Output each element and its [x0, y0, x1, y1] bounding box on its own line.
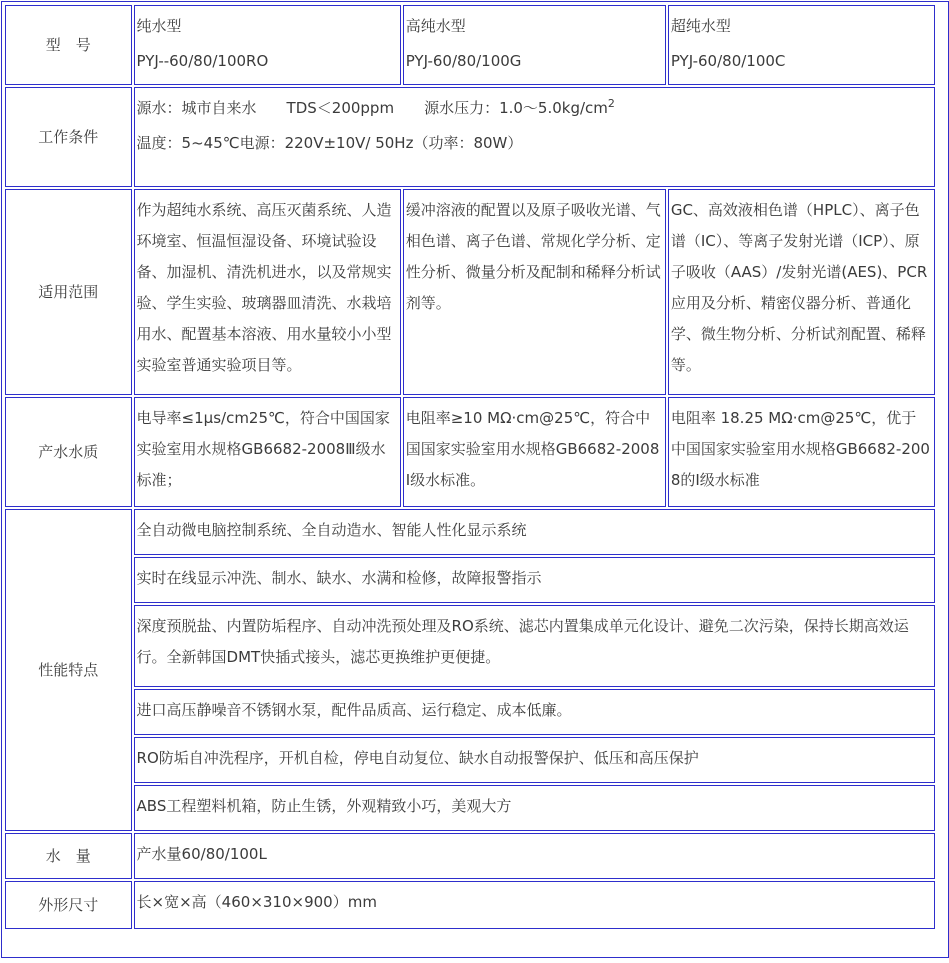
- row-model: [5, 5, 935, 85]
- water-type-high-pure: 高纯水型: [405, 17, 466, 35]
- cell-quality-ultra-pure: [668, 397, 935, 507]
- working-conditions-line2: 温度：5~45℃电源：220V±10V/ 50Hz（功率：80W）: [136, 134, 523, 152]
- feature-4-text: 进口高压静噪音不锈钢水泵，配件品质高、运行稳定、成本低廉。: [136, 701, 572, 719]
- row-label-dimensions: [5, 881, 132, 929]
- row-feature-4: [5, 689, 935, 735]
- model-no-ultra-pure: PYJ-60/80/100C: [670, 52, 786, 70]
- cell-quality-pure: [134, 397, 401, 507]
- row-water-volume: [5, 833, 935, 879]
- cell-model-ultra-pure: [668, 5, 935, 85]
- cell-model-pure: [134, 5, 401, 85]
- row-label-features: [5, 509, 132, 831]
- application-ultra-pure-text: GC、高效液相色谱（HPLC）、离子色谱（IC）、等离子发射光谱（ICP）、原子吸收（AAS）/发射光谱(AES)、PCR应用及分析、精密仪器分析、普通化学、微生物分析、分析试剂配置、稀释等。: [670, 201, 928, 374]
- cell-application-pure: [134, 189, 401, 395]
- row-label-application-range: [5, 189, 132, 395]
- cell-feature-1: [134, 509, 935, 555]
- product-spec-table: [3, 3, 937, 931]
- row-label-application-range-text: 适用范围: [38, 283, 99, 301]
- feature-5-text: RO防垢自冲洗程序，开机自检，停电自动复位、缺水自动报警保护、低压和高压保护: [136, 749, 699, 767]
- cell-feature-5: [134, 737, 935, 783]
- cell-water-volume: [134, 833, 935, 879]
- cell-model-high-pure: [403, 5, 666, 85]
- row-label-model: [5, 5, 132, 85]
- feature-3-text: 深度预脱盐、内置防垢程序、自动冲洗预处理及RO系统、滤芯内置集成单元化设计、避免二次污染，保持长期高效运行。全新韩国DMT快插式接头，滤芯更换维护更便捷。: [136, 617, 909, 666]
- model-no-high-pure: PYJ-60/80/100G: [405, 52, 522, 70]
- feature-1-text: 全自动微电脑控制系统、全自动造水、智能人性化显示系统: [136, 521, 527, 539]
- cell-quality-high-pure: [403, 397, 666, 507]
- quality-high-pure-text: 电阻率≥10 MΩ·cm@25℃，符合中国国家实验室用水规格GB6682-2008Ⅰ级水标准。: [405, 409, 660, 489]
- cell-application-high-pure: [403, 189, 666, 395]
- water-volume-text: 产水量60/80/100L: [136, 845, 267, 863]
- application-pure-text: 作为超纯水系统、高压灭菌系统、人造环境室、恒温恒湿设备、环境试验设备、加湿机、清洗机进水，以及常规实验、学生实验、玻璃器皿清洗、水栽培用水、配置基本溶液、用水量较小小型实验室普通实验项目等。: [136, 201, 392, 374]
- row-feature-1: [5, 509, 935, 555]
- water-type-pure: 纯水型: [136, 17, 182, 35]
- working-conditions-line1-superscript: 2: [607, 97, 615, 110]
- cell-feature-2: [134, 557, 935, 603]
- cell-feature-4: [134, 689, 935, 735]
- cell-application-ultra-pure: [668, 189, 935, 395]
- working-conditions-line1: [137, 93, 931, 124]
- dimensions-text: 长×宽×高（460×310×900）mm: [136, 893, 377, 911]
- application-high-pure-text: 缓冲溶液的配置以及原子吸收光谱、气相色谱、离子色谱、常规化学分析、定性分析、微量分析及配制和稀释分析试剂等。: [405, 201, 661, 312]
- row-label-water-volume-text: 水 量: [45, 847, 91, 865]
- row-feature-5: [5, 737, 935, 783]
- cell-working-conditions: [134, 87, 935, 187]
- row-application-range: [5, 189, 935, 395]
- quality-pure-text: 电导率≤1μs/cm25℃，符合中国国家实验室用水规格GB6682-2008Ⅲ级水标准；: [136, 409, 390, 489]
- row-water-quality: [5, 397, 935, 507]
- cell-dimensions: [134, 881, 935, 929]
- water-type-ultra-pure: 超纯水型: [670, 17, 731, 35]
- model-no-pure: PYJ--60/80/100RO: [136, 52, 269, 70]
- feature-2-text: 实时在线显示冲洗、制水、缺水、水满和检修，故障报警指示: [136, 569, 542, 587]
- row-feature-6: [5, 785, 935, 831]
- row-label-model-text: 型 号: [45, 36, 91, 54]
- product-spec-table-container: [1, 1, 949, 958]
- row-feature-2: [5, 557, 935, 603]
- quality-ultra-pure-text: 电阻率 18.25 MΩ·cm@25℃，优于中国国家实验室用水规格GB6682-2008的Ⅰ级水标准: [670, 409, 930, 489]
- row-feature-3: [5, 605, 935, 687]
- row-label-dimensions-text: 外形尺寸: [38, 896, 99, 914]
- working-conditions-line1-main: 源水：城市自来水 TDS＜200ppm 源水压力：1.0～5.0kg/cm: [136, 99, 608, 117]
- cell-feature-3: [134, 605, 935, 687]
- row-label-working-conditions-text: 工作条件: [38, 128, 99, 146]
- row-working-conditions: [5, 87, 935, 187]
- row-label-water-quality-text: 产水水质: [38, 443, 99, 461]
- row-dimensions: [5, 881, 935, 929]
- row-label-water-volume: [5, 833, 132, 879]
- cell-feature-6: [134, 785, 935, 831]
- feature-6-text: ABS工程塑料机箱，防止生锈，外观精致小巧，美观大方: [136, 797, 512, 815]
- row-label-working-conditions: [5, 87, 132, 187]
- row-label-water-quality: [5, 397, 132, 507]
- row-label-features-text: 性能特点: [38, 661, 99, 679]
